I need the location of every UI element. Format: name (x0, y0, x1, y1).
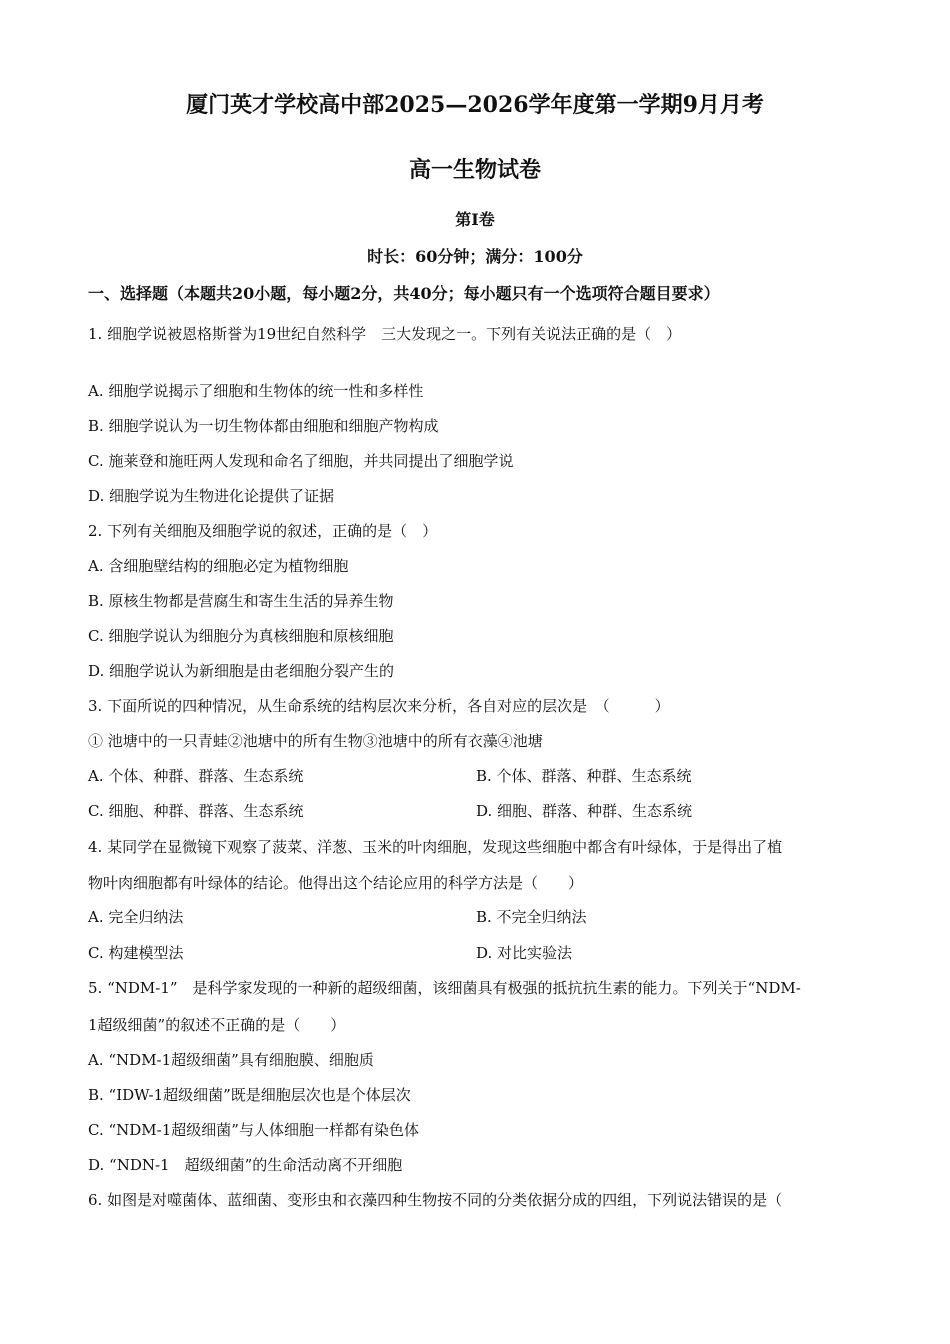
volume-label: 第Ⅰ卷 (455, 210, 495, 229)
question-1-option-d: D. 细胞学说为生物进化论提供了证据 (88, 487, 335, 505)
question-5-option-b: B. “IDW-1超级细菌”既是细胞层次也是个体层次 (88, 1086, 411, 1104)
question-4-stem-line-2: 物叶肉细胞都有叶绿体的结论。他得出这个结论应用的科学方法是（ ） (88, 874, 584, 892)
question-4-option-d: D. 对比实验法 (476, 944, 573, 962)
question-2-option-b: B. 原核生物都是营腐生和寄生生活的异养生物 (88, 592, 394, 610)
question-2-option-c: C. 细胞学说认为细胞分为真核细胞和原核细胞 (88, 627, 394, 645)
question-3-stem-line-2: ① 池塘中的一只青蛙②池塘中的所有生物③池塘中的所有衣藻④池塘 (88, 732, 543, 750)
question-1-option-c: C. 施莱登和施旺两人发现和命名了细胞，并共同提出了细胞学说 (88, 452, 514, 470)
question-3-option-d: D. 细胞、群落、种群、生态系统 (476, 802, 693, 820)
question-3-stem: 3. 下面所说的四种情况，从生命系统的结构层次来分析，各自对应的层次是 （ ） (88, 697, 670, 715)
question-5-stem-line-2: 1超级细菌”的叙述不正确的是（ ） (88, 1016, 346, 1034)
question-1-stem: 1. 细胞学说被恩格斯誉为19世纪自然科学 三大发现之一。下列有关说法正确的是（ ） (88, 325, 682, 343)
question-4-option-a: A. 完全归纳法 (88, 908, 184, 926)
question-4-option-c: C. 构建模型法 (88, 944, 184, 962)
question-5-option-d: D. “NDN-1 超级细菌”的生命活动离不开细胞 (88, 1156, 403, 1174)
section-heading: 一、选择题（本题共20小题，每小题2分，共40分；每小题只有一个选项符合题目要求） (88, 284, 720, 303)
question-5-option-a: A. “NDM-1超级细菌”具有细胞膜、细胞质 (88, 1051, 374, 1069)
question-5-stem: 5. “NDM-1” 是科学家发现的一种新的超级细菌，该细菌具有极强的抵抗抗生素的能力。下列关于“NDM- (88, 979, 801, 997)
question-2-option-a: A. 含细胞壁结构的细胞必定为植物细胞 (88, 557, 349, 575)
question-4-stem: 4. 某同学在显微镜下观察了菠菜、洋葱、玉米的叶肉细胞，发现这些细胞中都含有叶绿体，于是得出了植 (88, 838, 783, 856)
question-3-option-b: B. 个体、群落、种群、生态系统 (476, 767, 692, 785)
question-3-option-c: C. 细胞、种群、群落、生态系统 (88, 802, 304, 820)
question-2-option-d: D. 细胞学说认为新细胞是由老细胞分裂产生的 (88, 662, 395, 680)
question-5-option-c: C. “NDM-1超级细菌”与人体细胞一样都有染色体 (88, 1121, 419, 1139)
question-1-option-a: A. 细胞学说揭示了细胞和生物体的统一性和多样性 (88, 382, 424, 400)
question-6-stem: 6. 如图是对噬菌体、蓝细菌、变形虫和衣藻四种生物按不同的分类依据分成的四组，下列说法错误的是（ (88, 1191, 783, 1209)
exam-title: 厦门英才学校高中部2025—2026学年度第一学期9月月考 (186, 92, 764, 118)
exam-subtitle: 高一生物试卷 (408, 157, 541, 183)
question-1-option-b: B. 细胞学说认为一切生物体都由细胞和细胞产物构成 (88, 417, 439, 435)
question-4-option-b: B. 不完全归纳法 (476, 908, 587, 926)
question-2-stem: 2. 下列有关细胞及细胞学说的叙述，正确的是（ ） (88, 522, 438, 540)
question-3-option-a: A. 个体、种群、群落、生态系统 (88, 767, 304, 785)
exam-meta: 时长：60分钟；满分：100分 (367, 247, 583, 266)
